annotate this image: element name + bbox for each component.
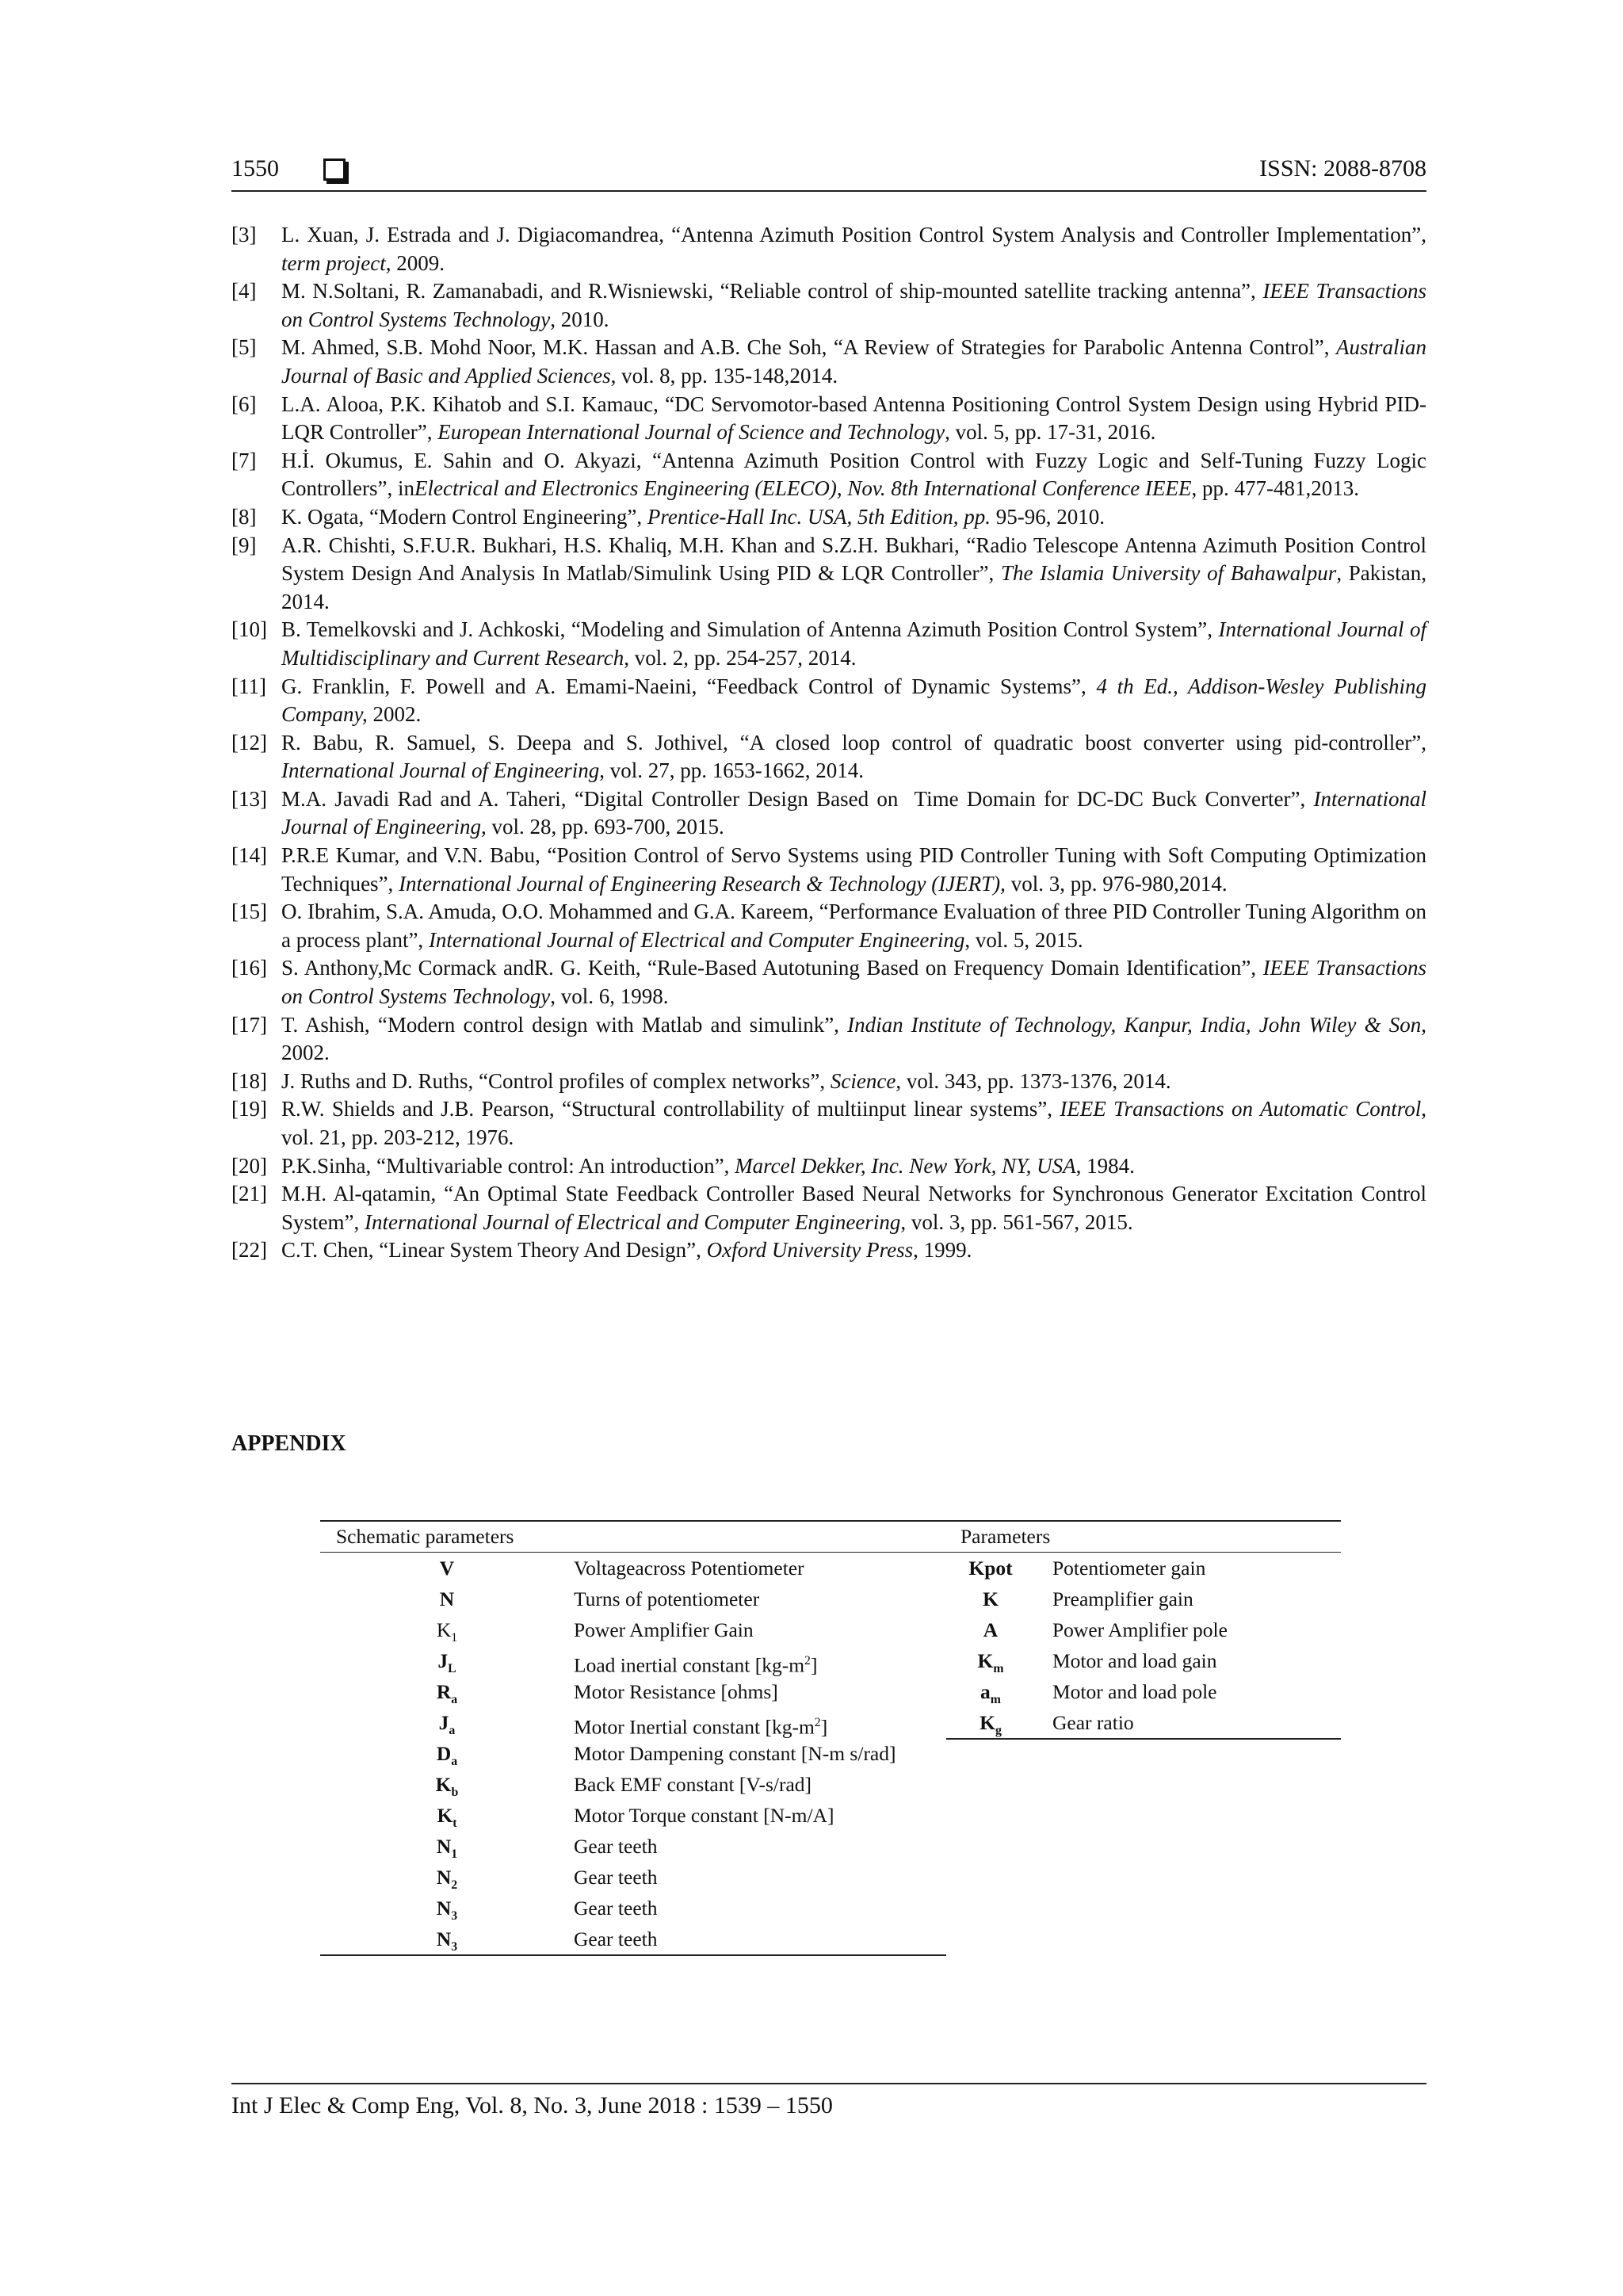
- parameter-description: Motor Dampening constant [N-m s/rad]: [574, 1742, 896, 1765]
- reference-item: [231, 221, 1426, 277]
- parameter-symbol: $a_m$: [980, 1680, 1001, 1707]
- issn-label: ISSN: 2088-8708: [1259, 155, 1426, 181]
- parameter-description: Motor and load pole: [1052, 1680, 1217, 1703]
- reference-number: [11]: [231, 674, 266, 698]
- reference-item: [231, 391, 1426, 447]
- table-row: [946, 1614, 1341, 1645]
- reference-text: M. N.Soltani, R. Zamanabadi, and R.Wisniewski, “Reliable control of ship-mounted satellite tracking antenna”, IEEE Transactions on Control Systems Technology, 2010.: [281, 279, 1426, 331]
- table-row: [320, 1831, 946, 1862]
- parameters-header: Parameters: [960, 1525, 1051, 1548]
- parameter-description: Gear teeth: [574, 1866, 658, 1889]
- reference-text: P.R.E Kumar, and V.N. Babu, “Position Control of Servo Systems using PID Controller Tuning with Soft Computing Optimization Techniques”, International Journal of Engineering Research & Technology (IJERT), vol. 3, pp. 976-980,2014.: [281, 843, 1426, 896]
- parameter-description: Power Amplifier Gain: [574, 1618, 754, 1641]
- reference-text: C.T. Chen, “Linear System Theory And Design”, Oxford University Press, 1999.: [281, 1238, 972, 1263]
- reference-number: [13]: [231, 786, 267, 811]
- reference-text: M. Ahmed, S.B. Mohd Noor, M.K. Hassan and A.B. Che Soh, “A Review of Strategies for Parabolic Antenna Control”, Australian Journal of Basic and Applied Sciences, vol. 8, pp. 135-148,2014.: [281, 335, 1426, 388]
- table-row: [320, 1924, 946, 1954]
- parameter-symbol: $R_a$: [436, 1680, 458, 1707]
- parameter-description: Power Amplifier pole: [1052, 1618, 1228, 1641]
- reference-text: O. Ibrahim, S.A. Amuda, O.O. Mohammed and G.A. Kareem, “Performance Evaluation of three PID Controller Tuning Algorithm on a process plant”, International Journal of Electrical and Computer Engineering, vol. 5, 2015.: [281, 900, 1427, 952]
- reference-number: [9]: [231, 533, 257, 557]
- parameter-symbol: $D_a$: [436, 1742, 458, 1769]
- parameter-description: Motor Resistance [ohms]: [574, 1680, 778, 1703]
- parameters-table: [946, 1520, 1341, 1740]
- reference-number: [8]: [231, 504, 257, 529]
- parameter-symbol: K: [983, 1587, 999, 1610]
- table-row: [946, 1584, 1341, 1614]
- parameter-description: Motor and load gain: [1052, 1649, 1217, 1672]
- reference-text: G. Franklin, F. Powell and A. Emami-Naeini, “Feedback Control of Dynamic Systems”, 4 th Ed., Addison-Wesley Publishing Company, 2002.: [281, 674, 1426, 727]
- parameter-symbol: $N_1$: [436, 1835, 458, 1862]
- reference-item: [231, 616, 1426, 672]
- reference-number: [20]: [231, 1153, 267, 1178]
- reference-text: H.İ. Okumus, E. Sahin and O. Akyazi, “Antenna Azimuth Position Control with Fuzzy Logic and Self-Tuning Fuzzy Logic Controllers”, inElectrical and Electronics Engineering (ELECO), Nov. 8th International Conference IEEE, pp. 477-481,2013.: [281, 448, 1426, 501]
- appendix-heading: APPENDIX: [231, 1431, 346, 1456]
- reference-text: T. Ashish, “Modern control design with Matlab and simulink”, Indian Institute of Technology, Kanpur, India, John Wiley & Son, 2002.: [281, 1012, 1426, 1065]
- table-row: [320, 1676, 946, 1707]
- reference-text: M.A. Javadi Rad and A. Taheri, “Digital Controller Design Based on Time Domain for DC-DC Buck Converter”, International Journal of Engineering, vol. 28, pp. 693-700, 2015.: [281, 786, 1426, 839]
- reference-text: K. Ogata, “Modern Control Engineering”, Prentice-Hall Inc. USA, 5th Edition, pp. 95-96, 2010.: [281, 504, 1106, 529]
- table-row: [320, 1862, 946, 1893]
- reference-text: P.K.Sinha, “Multivariable control: An introduction”, Marcel Dekker, Inc. New York, NY, USA, 1984.: [281, 1153, 1135, 1178]
- table-row: [320, 1769, 946, 1800]
- parameter-description: Gear teeth: [574, 1897, 658, 1920]
- parameter-symbol: V: [439, 1557, 455, 1580]
- parameter-symbol: $N_3$: [436, 1897, 458, 1924]
- parameter-symbol: Kpot: [968, 1557, 1013, 1580]
- reference-number: [22]: [231, 1238, 267, 1263]
- parameter-description: Back EMF constant [V-s/rad]: [574, 1773, 812, 1796]
- reference-number: [21]: [231, 1182, 267, 1206]
- reference-number: [3]: [231, 223, 257, 246]
- parameter-description: Gear ratio: [1052, 1711, 1134, 1734]
- reference-number: [5]: [231, 335, 257, 360]
- page-footer: Int J Elec & Comp Eng, Vol. 8, No. 3, June 2018 : 1539 – 1550: [231, 2083, 1426, 2119]
- table-row: [320, 1584, 946, 1614]
- reference-item: [231, 1068, 1426, 1096]
- square-bullet-icon: [323, 159, 346, 181]
- parameter-symbol: $K_g$: [980, 1711, 1002, 1738]
- parameter-symbol: $K_m$: [977, 1649, 1004, 1676]
- parameter-symbol: $J_L$: [437, 1649, 456, 1676]
- reference-number: [19]: [231, 1097, 267, 1121]
- parameter-description: Turns of potentiometer: [574, 1587, 760, 1610]
- reference-number: [14]: [231, 843, 267, 868]
- reference-number: [6]: [231, 392, 257, 416]
- reference-item: [231, 447, 1426, 503]
- parameter-symbol: $N_3$: [436, 1927, 458, 1954]
- reference-text: A.R. Chishti, S.F.U.R. Bukhari, H.S. Khaliq, M.H. Khan and S.Z.H. Bukhari, “Radio Telescope Antenna Azimuth Position Control System Design And Analysis In Matlab/Simulink Using PID & LQR Controller”, The Islamia University of Bahawalpur, Pakistan, 2014.: [281, 533, 1427, 613]
- table-row: [320, 1553, 946, 1584]
- parameter-description: Motor Torque constant [N-m/A]: [574, 1804, 834, 1827]
- reference-item: [231, 503, 1426, 532]
- reference-item: [231, 1180, 1426, 1236]
- page-number: 1550: [231, 155, 279, 181]
- reference-item: [231, 898, 1426, 954]
- reference-number: [4]: [231, 279, 257, 304]
- reference-item: [231, 277, 1426, 334]
- reference-number: [10]: [231, 617, 267, 642]
- reference-text: S. Anthony,Mc Cormack andR. G. Keith, “Rule-Based Autotuning Based on Frequency Domain Identification”, IEEE Transactions on Control Systems Technology, vol. 6, 1998.: [281, 956, 1426, 1009]
- reference-item: [231, 785, 1426, 842]
- reference-item: [231, 334, 1426, 390]
- parameter-symbol: A: [983, 1618, 999, 1641]
- reference-item: [231, 729, 1426, 785]
- table-row: [946, 1707, 1341, 1738]
- reference-list: [231, 221, 1426, 1265]
- parameter-symbol: $K_1$: [436, 1618, 458, 1645]
- reference-item: [231, 532, 1426, 617]
- reference-text: B. Temelkovski and J. Achkoski, “Modeling and Simulation of Antenna Azimuth Position Control System”, International Journal of Multidisciplinary and Current Research, vol. 2, pp. 254-257, 2014.: [281, 617, 1427, 670]
- reference-item: [231, 1011, 1426, 1068]
- reference-text: R. Babu, R. Samuel, S. Deepa and S. Jothivel, “A closed loop control of quadratic boost converter using pid-controller”, International Journal of Engineering, vol. 27, pp. 1653-1662, 2014.: [281, 730, 1426, 783]
- reference-text: J. Ruths and D. Ruths, “Control profiles of complex networks”, Science, vol. 343, pp. 1373-1376, 2014.: [281, 1068, 1171, 1093]
- reference-number: [18]: [231, 1068, 267, 1093]
- schematic-parameters-table: [320, 1520, 946, 1956]
- table-row: [320, 1800, 946, 1831]
- reference-number: [7]: [231, 448, 257, 472]
- reference-number: [12]: [231, 730, 267, 755]
- table-row: [320, 1614, 946, 1645]
- table-row: [946, 1645, 1341, 1676]
- parameter-symbol: $K_b$: [435, 1773, 459, 1800]
- reference-item: [231, 673, 1426, 729]
- parameter-symbol: $N_2$: [436, 1866, 458, 1893]
- parameter-symbol: $K_t$: [437, 1804, 457, 1831]
- reference-text: R.W. Shields and J.B. Pearson, “Structural controllability of multiinput linear systems”, IEEE Transactions on Automatic Control, vol. 21, pp. 203-212, 1976.: [281, 1097, 1427, 1149]
- parameter-description: Gear teeth: [574, 1835, 658, 1858]
- reference-item: [231, 1152, 1426, 1181]
- table-row: [946, 1676, 1341, 1707]
- reference-item: [231, 954, 1426, 1010]
- table-row: [320, 1707, 946, 1738]
- reference-text: M.H. Al-qatamin, “An Optimal State Feedback Controller Based Neural Networks for Synchronous Generator Excitation Control System”, International Journal of Electrical and Computer Engineering, vol. 3, pp. 561-567, 2015.: [281, 1182, 1426, 1234]
- parameter-description: Voltageacross Potentiometer: [574, 1557, 804, 1580]
- parameter-symbol: N: [439, 1587, 455, 1610]
- reference-number: [16]: [231, 956, 267, 980]
- reference-item: [231, 842, 1426, 898]
- table-row: [320, 1645, 946, 1676]
- table-row: [320, 1738, 946, 1769]
- parameter-description: Load inertial constant $[kg-m^2]$: [574, 1653, 818, 1677]
- table-row: [320, 1893, 946, 1924]
- schematic-parameters-header: Schematic parameters: [336, 1525, 514, 1548]
- parameter-symbol: $J_a$: [438, 1711, 456, 1738]
- table-row: [946, 1553, 1341, 1584]
- reference-number: [17]: [231, 1012, 267, 1037]
- parameter-description: Preamplifier gain: [1052, 1587, 1193, 1610]
- reference-item: [231, 1236, 1426, 1265]
- parameter-description: Potentiometer gain: [1052, 1557, 1206, 1580]
- page-header: [231, 152, 1426, 192]
- reference-text: L. Xuan, J. Estrada and J. Digiacomandrea, “Antenna Azimuth Position Control System Analysis and Controller Implementation”, term project, 2009.: [281, 223, 1426, 275]
- parameter-description: Gear teeth: [574, 1927, 658, 1950]
- reference-item: [231, 1095, 1426, 1152]
- parameter-description: Motor Inertial constant $[kg-m^2]$: [574, 1715, 828, 1739]
- reference-text: L.A. Alooa, P.K. Kihatob and S.I. Kamauc, “DC Servomotor-based Antenna Positioning Control System Design using Hybrid PID-LQR Controller”, European International Journal of Science and Technology, vol. 5, pp. 17-31, 2016.: [281, 392, 1426, 445]
- reference-number: [15]: [231, 900, 267, 924]
